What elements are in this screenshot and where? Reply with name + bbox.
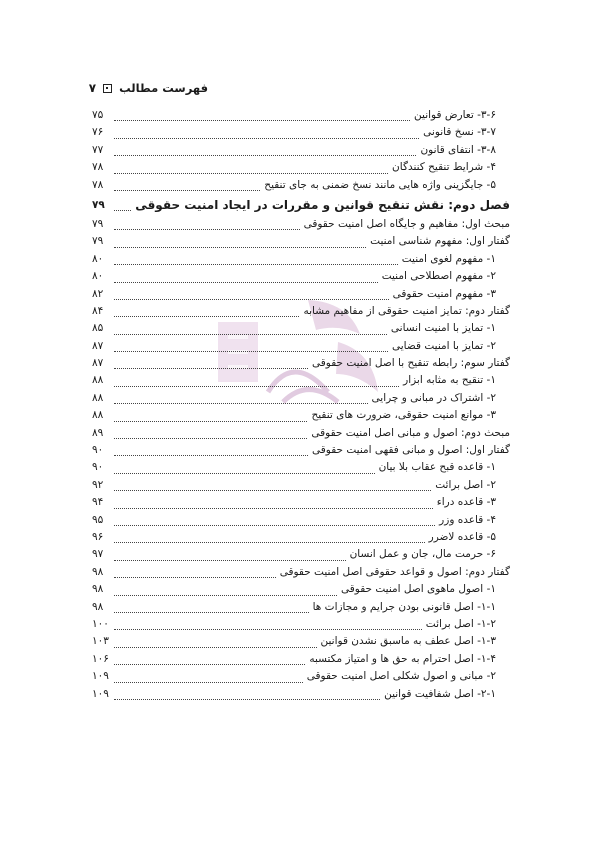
page-header	[88, 80, 208, 96]
toc-entry[interactable]	[92, 217, 510, 234]
toc-entry[interactable]	[92, 547, 510, 564]
dot-leader	[114, 473, 375, 474]
toc-entry-title: ۱- مفهوم لغوی امنیت	[401, 252, 496, 265]
toc-entry-page: ۱۰۰	[92, 617, 109, 630]
toc-entry[interactable]	[92, 321, 510, 338]
dot-leader	[114, 316, 299, 317]
toc-entry-title: گفتار سوم: رابطه تنقیح با اصل امنیت حقوقی	[312, 357, 510, 370]
toc-entry-title: گفتار اول: اصول و مبانی فقهی امنیت حقوقی	[312, 444, 510, 457]
toc-entry-page: ۹۸	[92, 583, 104, 596]
toc-entry[interactable]	[92, 252, 510, 269]
toc-entry-title: ۳- مفهوم امنیت حقوقی	[392, 287, 496, 300]
toc-entry[interactable]	[92, 582, 510, 599]
toc-entry-title: ۳-۸- انتفای قانون	[420, 143, 496, 156]
dot-leader	[114, 403, 368, 404]
dot-leader	[114, 508, 433, 509]
toc-entry-page: ۷۸	[92, 178, 104, 191]
toc-entry-title: ۱-۴- اصل احترام به حق ها و امتیاز مکتسبه	[309, 652, 496, 665]
toc-entry[interactable]	[92, 652, 510, 669]
toc-entry-page: ۸۸	[92, 409, 104, 422]
dot-leader	[114, 699, 380, 700]
toc-entry-page: ۸۷	[92, 357, 104, 370]
toc-entry[interactable]	[92, 391, 510, 408]
toc-entry-title: ۳- موانع امنیت حقوقی، ضرورت های تنقیح	[311, 409, 496, 422]
toc-entry[interactable]	[92, 287, 510, 304]
toc-entry[interactable]	[92, 669, 510, 686]
toc-entry-title: ۱- قاعده قبح عقاب بلا بیان	[378, 461, 496, 474]
dot-leader	[114, 229, 300, 230]
toc-entry[interactable]	[92, 634, 510, 651]
toc-entry-page: ۸۰	[92, 252, 104, 265]
toc-entry-title: ۱-۱- اصل قانونی بودن جرایم و مجازات ها	[312, 600, 496, 613]
toc-entry-title: ۴- قاعده وزر	[439, 513, 496, 526]
dot-leader	[114, 490, 431, 491]
toc-entry-page: ۸۵	[92, 322, 104, 335]
toc-entry[interactable]	[92, 408, 510, 425]
toc-entry-title: گفتار دوم: تمایز امنیت حقوقی از مفاهیم مشابه	[303, 304, 510, 317]
toc-entry-page: ۸۸	[92, 391, 104, 404]
dot-leader	[114, 173, 388, 174]
toc-entry-title: ۲- مفهوم اصطلاحی امنیت	[381, 270, 496, 283]
toc-entry-page: ۷۷	[92, 143, 104, 156]
dot-leader	[114, 525, 435, 526]
toc-entry-page: ۷۹	[92, 235, 104, 248]
toc-entry-title: ۱-۳- اصل عطف به ماسبق نشدن قوانین	[320, 635, 496, 648]
toc-entry-page: ۹۲	[92, 478, 104, 491]
toc-entry-page: ۹۰	[92, 444, 104, 457]
toc-entry[interactable]	[92, 178, 510, 195]
toc-entry[interactable]	[92, 460, 510, 477]
toc-entry-page: ۷۹	[92, 198, 105, 211]
toc-entry[interactable]	[92, 160, 510, 177]
toc-entry-page: ۹۰	[92, 461, 104, 474]
dot-leader	[114, 595, 337, 596]
toc-entry[interactable]	[92, 443, 510, 460]
toc-entry-page: ۸۹	[92, 426, 104, 439]
toc-entry[interactable]	[92, 356, 510, 373]
toc-entry-title: ۲-۱- اصل شفافیت قوانین	[384, 687, 496, 700]
toc-entry-title: ۳- قاعده دراء	[436, 496, 496, 509]
toc-entry-title: ۵- جایگزینی واژه هایی مانند نسخ ضمنی به جای تنقیح	[264, 178, 496, 191]
toc-entry[interactable]	[92, 339, 510, 356]
toc-entry-title: مبحث دوم: اصول و مبانی اصل امنیت حقوقی	[311, 426, 510, 439]
toc-entry-title: ۲- تمایز با امنیت قضایی	[392, 339, 496, 352]
book-icon	[103, 84, 112, 93]
toc-entry[interactable]	[92, 195, 510, 217]
toc-entry-page: ۷۸	[92, 161, 104, 174]
toc-entry[interactable]	[92, 108, 510, 125]
dot-leader	[114, 560, 346, 561]
dot-leader	[114, 190, 260, 191]
toc-entry-page: ۱۰۹	[92, 687, 109, 700]
toc-entry-title: ۱- اصول ماهوی اصل امنیت حقوقی	[341, 583, 496, 596]
toc-entry-title: ۶- حرمت مال، جان و عمل انسان	[349, 548, 496, 561]
toc-entry[interactable]	[92, 234, 510, 251]
dot-leader	[114, 299, 389, 300]
toc-entry[interactable]	[92, 373, 510, 390]
table-of-contents	[92, 108, 510, 704]
dot-leader	[114, 629, 422, 630]
toc-entry-page: ۸۸	[92, 374, 104, 387]
toc-entry[interactable]	[92, 495, 510, 512]
dot-leader	[114, 438, 307, 439]
dot-leader	[114, 612, 309, 613]
dot-leader	[114, 210, 131, 211]
toc-entry-title: ۲- مبانی و اصول شکلی اصل امنیت حقوقی	[306, 670, 496, 683]
toc-entry[interactable]	[92, 426, 510, 443]
toc-entry-page: ۸۷	[92, 339, 104, 352]
toc-entry-page: ۷۶	[92, 126, 104, 139]
toc-entry-page: ۷۵	[92, 109, 104, 121]
toc-entry-page: ۱۰۹	[92, 670, 109, 683]
toc-entry[interactable]	[92, 600, 510, 617]
toc-entry-page: ۹۷	[92, 548, 104, 561]
header-page-number: ۷	[88, 81, 97, 95]
dot-leader	[114, 120, 410, 121]
toc-entry[interactable]	[92, 125, 510, 142]
dot-leader	[114, 455, 308, 456]
toc-entry-title: ۴- شرایط تنقیح کنندگان	[392, 161, 496, 174]
toc-entry-title: ۱-۲- اصل برائت	[425, 617, 496, 630]
dot-leader	[114, 368, 308, 369]
dot-leader	[114, 647, 317, 648]
dot-leader	[114, 577, 276, 578]
toc-entry-title: ۳-۶- تعارض قوانین	[414, 109, 496, 121]
dot-leader	[114, 542, 425, 543]
toc-entry-page: ۸۴	[92, 304, 104, 317]
toc-entry-page: ۸۲	[92, 287, 104, 300]
toc-entry[interactable]	[92, 513, 510, 530]
dot-leader	[114, 421, 307, 422]
dot-leader	[114, 155, 416, 156]
toc-entry-page: ۹۶	[92, 530, 104, 543]
toc-entry[interactable]	[92, 269, 510, 286]
toc-entry-title: ۲- اصل برائت	[435, 478, 496, 491]
toc-entry-page: ۹۵	[92, 513, 104, 526]
toc-entry-title: فصل دوم: نقش تنقیح قوانین و مقررات در ایجاد امنیت حقوقی	[135, 197, 510, 212]
header-title: فهرست مطالب	[119, 81, 208, 95]
toc-entry-page: ۱۰۳	[92, 635, 109, 648]
toc-entry-page: ۹۸	[92, 600, 104, 613]
dot-leader	[114, 386, 399, 387]
toc-entry-page: ۷۹	[92, 217, 104, 230]
toc-entry[interactable]	[92, 304, 510, 321]
toc-entry-title: گفتار اول: مفهوم شناسی امنیت	[370, 235, 510, 248]
toc-entry[interactable]	[92, 617, 510, 634]
toc-entry-page: ۸۰	[92, 270, 104, 283]
toc-entry[interactable]	[92, 565, 510, 582]
toc-entry-page: ۱۰۶	[92, 652, 109, 665]
toc-entry[interactable]	[92, 530, 510, 547]
dot-leader	[114, 682, 303, 683]
dot-leader	[114, 247, 366, 248]
toc-entry-page: ۹۸	[92, 565, 104, 578]
dot-leader	[114, 664, 305, 665]
toc-entry-title: ۵- قاعده لاضرر	[428, 530, 496, 543]
toc-entry[interactable]	[92, 143, 510, 160]
toc-entry-title: ۲- اشتراک در مبانی و چرایی	[371, 391, 496, 404]
toc-entry-page: ۹۴	[92, 496, 104, 509]
toc-entry-title: مبحث اول: مفاهیم و جایگاه اصل امنیت حقوقی	[303, 217, 510, 230]
toc-entry[interactable]	[92, 687, 510, 704]
toc-entry-title: ۱- تمایز با امنیت انسانی	[390, 322, 496, 335]
toc-entry-title: ۱- تنقیح به مثابه ابزار	[403, 374, 496, 387]
dot-leader	[114, 264, 398, 265]
dot-leader	[114, 282, 378, 283]
toc-entry-title: ۳-۷- نسخ قانونی	[423, 126, 496, 139]
toc-entry-title: گفتار دوم: اصول و قواعد حقوقی اصل امنیت حقوقی	[279, 565, 510, 578]
toc-entry[interactable]	[92, 478, 510, 495]
dot-leader	[114, 334, 387, 335]
dot-leader	[114, 138, 419, 139]
dot-leader	[114, 351, 388, 352]
